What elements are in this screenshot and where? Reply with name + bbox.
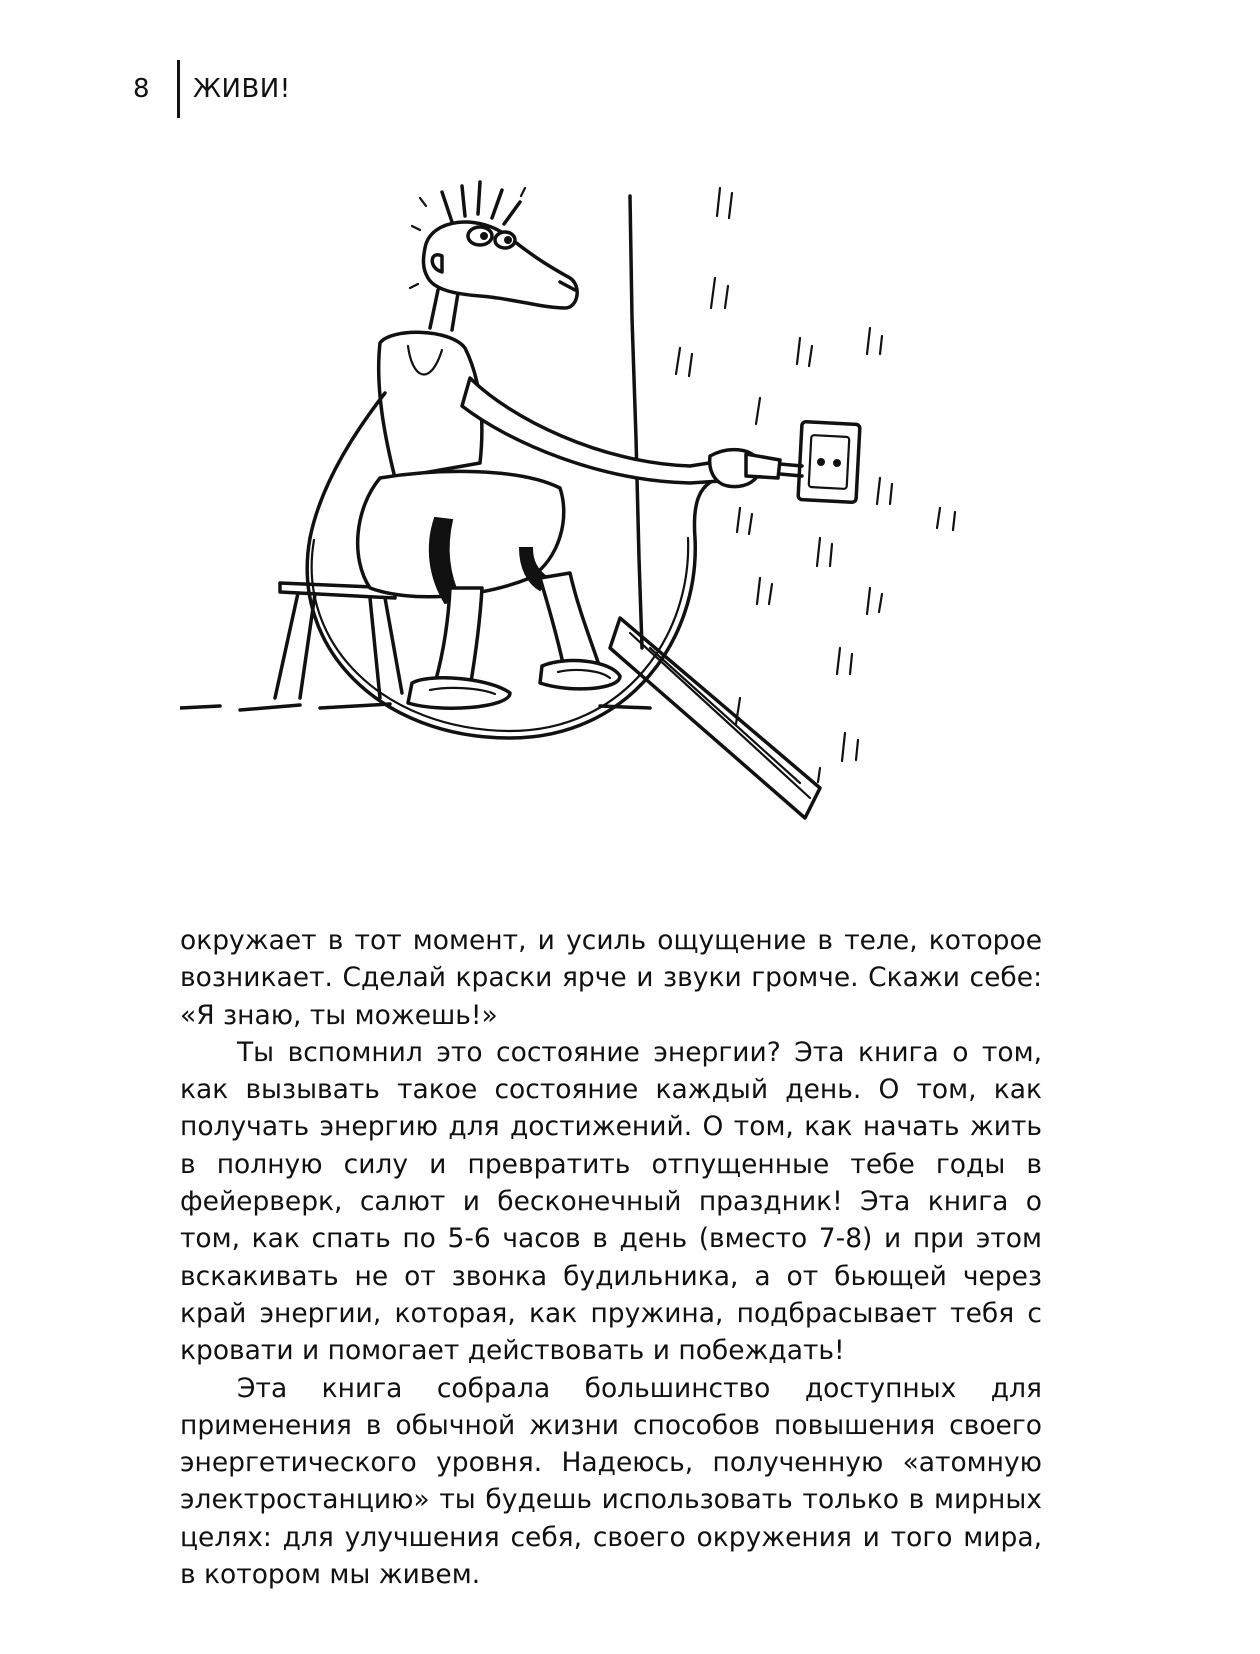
page-number: 8 [133, 74, 150, 104]
paragraph: Ты вспомнил это состояние энергии? Эта книга о том, как вызывать такое состояние каждый день. О том, как получать энергию для достижений. О том, как начать жить в полную силу и превратить отпущенные тебе годы в фейерверк, салют и бесконечный праздник! Эта книга о том, как спать по 5-6 часов в день (вместо 7-8) и при этом вскакивать не от звонка будильника, а от бьющей через край энергии, которая, как пружина, подбрасывает тебя с кровати и помогает действовать и побеждать! [180, 1036, 1042, 1367]
character-leg-right [540, 573, 600, 673]
character-hair [442, 182, 520, 224]
paragraph: Эта книга собрала большинство доступных для применения в обычной жизни способов повышения своего энергетического уровня. Надеюсь, полученную «атомную электростанцию» ты будешь использовать только в мирных целях: для улучшения себя, своего окружения и того мира, в котором мы живем. [180, 1372, 1042, 1591]
wall-socket [798, 422, 860, 503]
character-arm [462, 378, 736, 483]
page-header [0, 0, 1260, 130]
cartoon-illustration-icon [180, 178, 1050, 858]
electric-plug [746, 454, 780, 478]
body-text [180, 922, 1042, 1593]
stool-legs [275, 593, 402, 698]
running-title: ЖИВИ! [193, 74, 291, 104]
header-divider [177, 60, 180, 118]
character-leg-left [435, 588, 482, 688]
paragraph: окружает в тот момент, и усиль ощущение в теле, которое возникает. Сделай краски ярче и звуки громче. Скажи себе: «Я знаю, ты можешь!» [180, 925, 1042, 1031]
character-slipper-right [540, 661, 620, 689]
wall-corner-line [630, 196, 642, 648]
